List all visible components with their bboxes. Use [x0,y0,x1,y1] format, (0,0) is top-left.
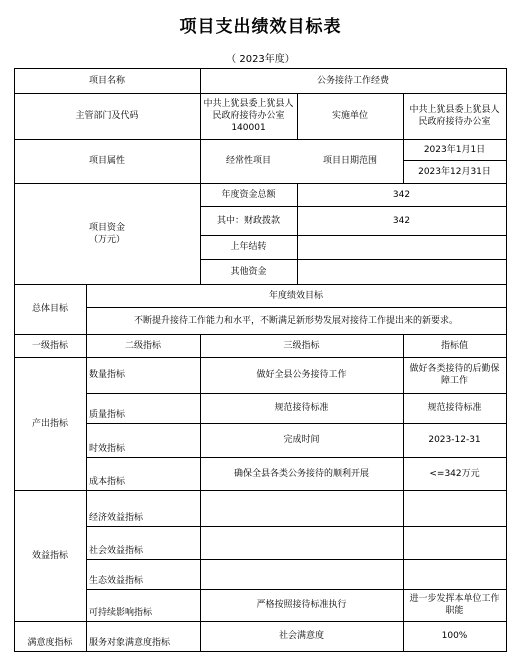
project-name-value: 公务接待工作经费 [316,75,389,86]
benefit-economic-l3 [200,490,403,526]
page-title: 项目支出绩效目标表 [179,17,342,37]
header-value: 指标值 [440,340,468,351]
benefit-economic-value [403,490,506,526]
funds-total-label: 年度资金总额 [221,189,276,200]
goal-text: 不断提升接待工作能力和水平，不断满足新形势发展对接待工作提出来的新要求。 [133,315,458,326]
output-quality-label: 质量指标 [89,410,126,420]
period-label: 项目日期范围 [322,156,377,166]
impl-label: 实施单位 [331,111,368,121]
funds-fiscal-value: 342 [392,215,411,226]
benefit-ecological-label: 生态效益指标 [89,576,144,586]
satisfaction-l3: 社会满意度 [278,631,324,641]
impl-value: 中共上犹县委上犹县人民政府接待办公室 [409,105,500,127]
funds-other-label: 其他资金 [230,266,267,277]
benefit-label: 效益指标 [31,550,68,561]
funds-total-value: 342 [392,189,411,200]
output-cost-l3: 确保全县各类公务接待的顺利开展 [233,468,369,479]
dept-label: 主管部门及代码 [75,111,139,121]
output-quality-l3: 规范接待标准 [274,403,329,413]
output-cost-value: <=342万元 [429,468,480,479]
funds-carryover-value [297,235,506,259]
output-cost-label: 成本指标 [89,477,126,487]
output-quantity-label: 数量指标 [89,370,126,380]
output-quantity-l3: 做好全县公务接待工作 [256,370,347,380]
attr-label: 项目属性 [88,156,125,166]
output-quantity-value: 做好各类接待的后勤保障工作 [409,364,500,386]
goal-label: 总体目标 [31,304,68,314]
output-timeliness-label: 时效指标 [89,444,126,454]
benefit-social-l3 [200,526,403,559]
funds-fiscal-label: 其中：财政拨款 [216,215,280,226]
funds-other-value [297,259,506,284]
benefit-sustainable-label: 可持续影响指标 [89,608,153,618]
output-timeliness-l3: 完成时间 [283,435,320,445]
output-quality-value: 规范接待标准 [427,403,482,413]
benefit-economic-label: 经济效益指标 [89,513,144,523]
satisfaction-label: 满意度指标 [27,638,73,648]
benefit-sustainable-l3: 严格按照接待标准执行 [256,600,347,610]
funds-carryover-label: 上年结转 [230,242,267,252]
benefit-ecological-value [403,559,506,589]
period-end: 2023年12月31日 [418,166,491,177]
period-start: 2023年1月1日 [423,144,486,155]
year-label: （ 2023年度） [226,54,295,65]
output-label: 产出指标 [31,418,68,429]
benefit-social-label: 社会效益指标 [89,546,144,556]
benefit-ecological-l3 [200,559,403,589]
benefit-sustainable-value: 进一步发挥本单位工作职能 [409,594,500,616]
project-name-label: 项目名称 [88,75,125,86]
header-level3: 三级指标 [283,340,320,351]
benefit-social-value [403,526,506,559]
goal-header: 年度绩效目标 [268,290,323,301]
dept-value: 中共上犹县委上犹县人民政府接待办公室140001 [203,99,294,133]
attr-value: 经常性项目 [225,156,271,166]
header-level2: 二级指标 [124,340,161,351]
output-timeliness-value: 2023-12-31 [428,435,481,445]
funds-label: 项目资金 （万元） [88,222,125,245]
header-level1: 一级指标 [31,340,68,351]
satisfaction-l2: 服务对象满意度指标 [89,638,171,648]
satisfaction-value: 100% [441,631,468,641]
